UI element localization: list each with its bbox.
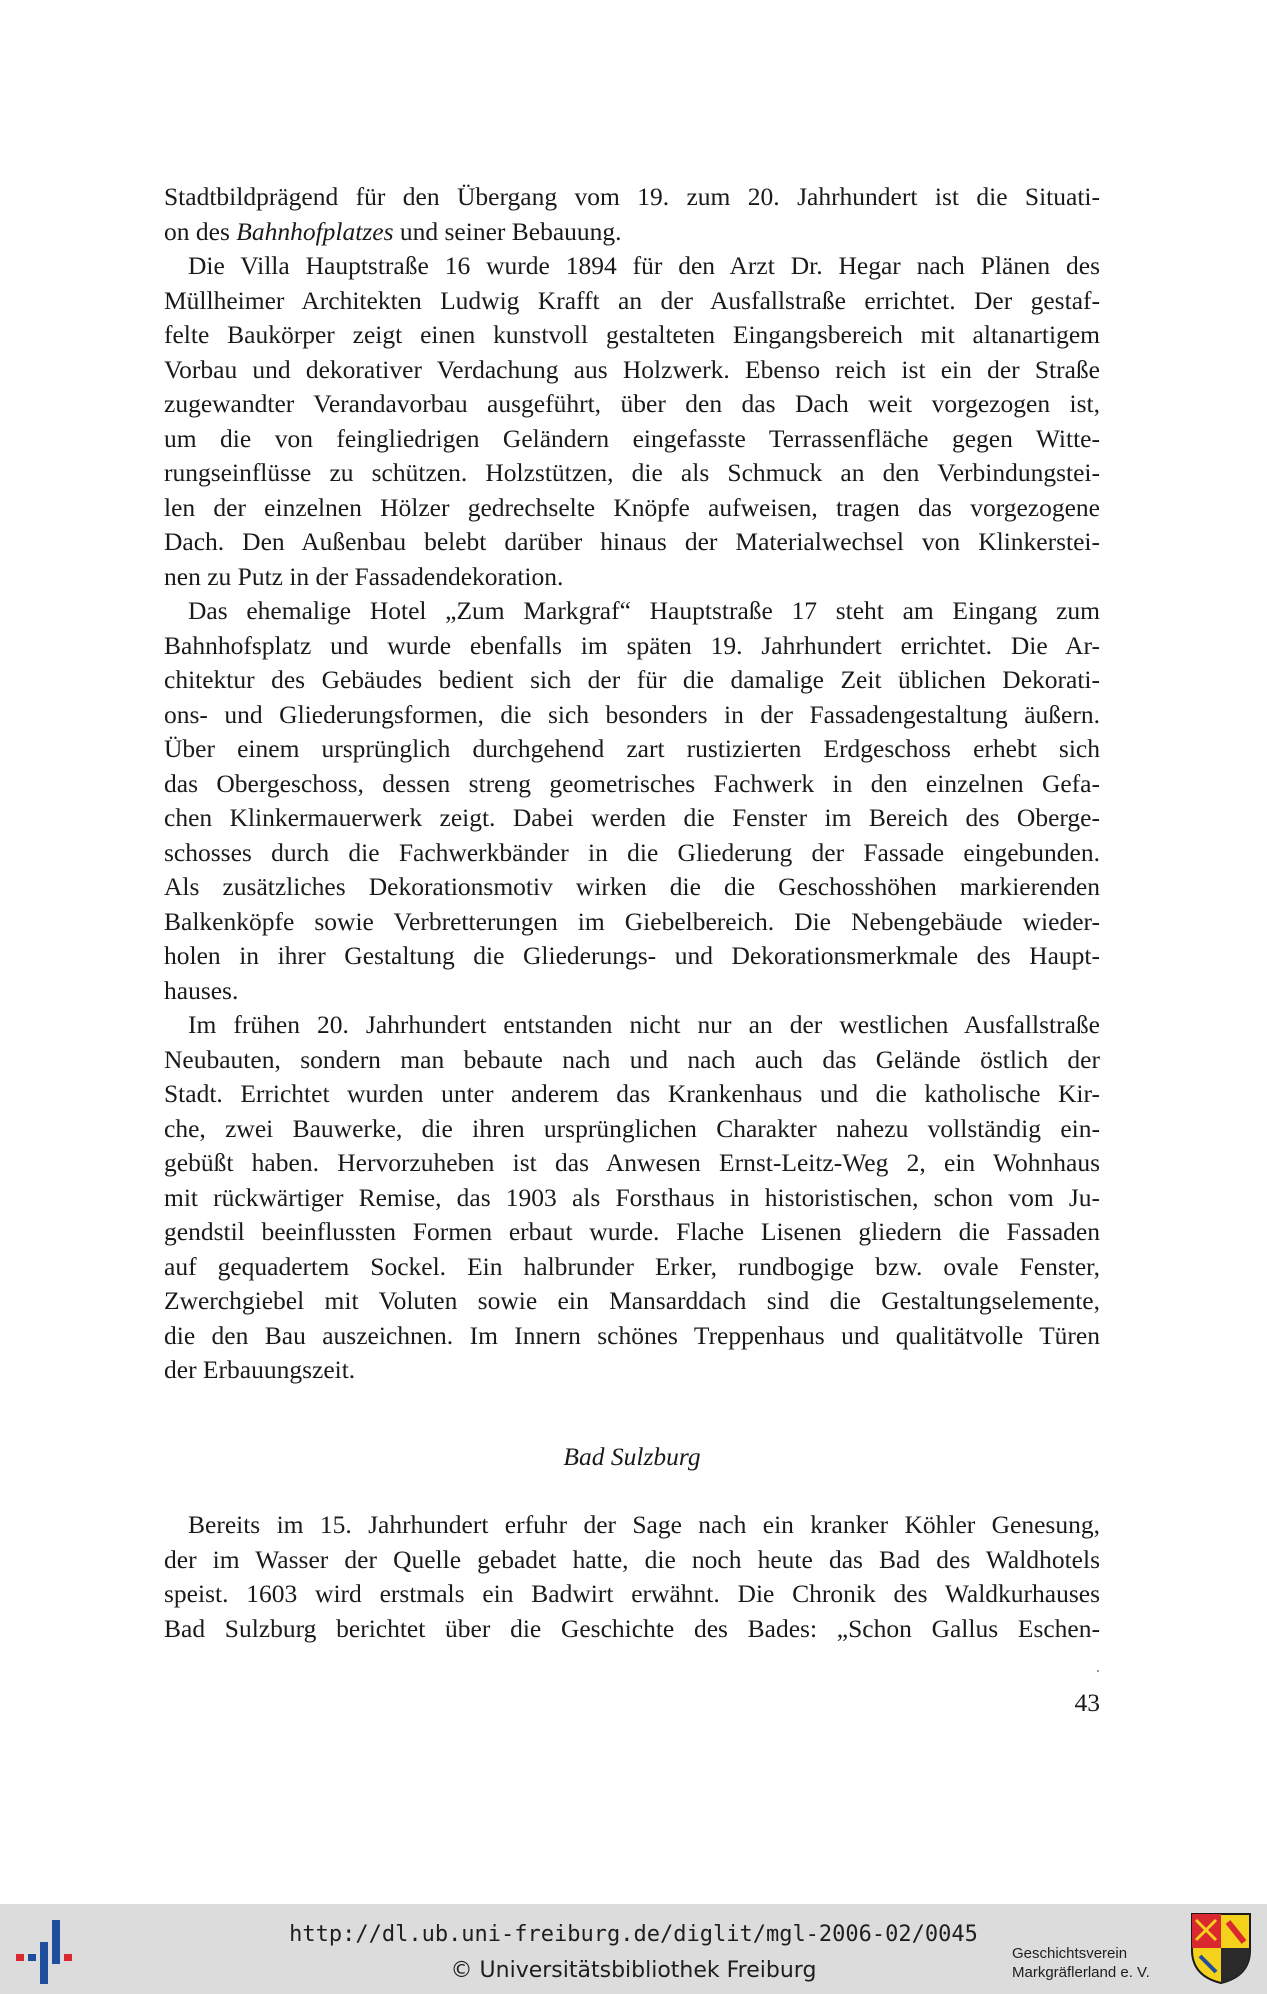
text-line: Die Villa Hauptstraße 16 wurde 1894 für den Arzt Dr. Hegar nach Plänen des bbox=[188, 251, 1100, 280]
text-line: die den Bau auszeichnen. Im Innern schönes Treppenhaus und qualitätvolle Türen bbox=[164, 1320, 1100, 1350]
text-line: ons- und Gliederungsformen, die sich besonders in der Fassadengestaltung äußern. bbox=[164, 699, 1100, 729]
text-line: chen Klinkermauerwerk zeigt. Dabei werden die Fenster im Bereich des Oberge- bbox=[164, 803, 1100, 832]
text-line: Zwerchgiebel mit Voluten sowie ein Mansarddach sind die Gestaltungselemente, bbox=[164, 1286, 1100, 1315]
scan-dot bbox=[1097, 1670, 1099, 1672]
text-line: Bahnhofsplatz und wurde ebenfalls im späten 19. Jahrhundert errichtet. Die Ar- bbox=[164, 630, 1100, 660]
text-line: rungseinflüsse zu schützen. Holzstützen, die als Schmuck an den Verbindungstei- bbox=[164, 458, 1100, 487]
text-line: Bereits im 15. Jahrhundert erfuhr der Sage nach ein kranker Köhler Genesung, bbox=[188, 1510, 1100, 1539]
text-line: das Obergeschoss, dessen streng geometrisches Fachwerk in den einzelnen Gefa- bbox=[164, 768, 1100, 798]
text-line: Balkenköpfe sowie Verbretterungen im Giebelbereich. Die Nebengebäude wieder- bbox=[164, 906, 1100, 936]
heading-bad-sulzburg: Bad Sulzburg bbox=[563, 1442, 701, 1471]
text-line: speist. 1603 wird erstmals ein Badwirt erwähnt. Die Chronik des Waldkurhauses bbox=[164, 1579, 1100, 1608]
text-line: hauses. bbox=[164, 975, 239, 1005]
text-line: der im Wasser der Quelle gebadet hatte, die noch heute das Bad des Waldhotels bbox=[164, 1544, 1100, 1574]
text-line: schosses durch die Fachwerkbänder in die Gliederung der Fassade eingebunden. bbox=[164, 837, 1100, 867]
text-line: Vorbau und dekorativer Verdachung aus Holzwerk. Ebenso reich ist ein der Straße bbox=[164, 354, 1100, 384]
society-name bbox=[1012, 1944, 1182, 1982]
text-line: gendstil beeinflussten Formen erbaut wurde. Flache Lisenen gliedern die Fassaden bbox=[164, 1217, 1100, 1246]
section-heading bbox=[164, 1440, 1100, 1475]
text-line: Im frühen 20. Jahrhundert entstanden nicht nur an der westlichen Ausfallstraße bbox=[188, 1010, 1100, 1039]
body-text-upper bbox=[164, 180, 1100, 1388]
text-line: chitektur des Gebäudes bedient sich der für die damalige Zeit üblichen Dekorati- bbox=[164, 665, 1100, 694]
text-line: zugewandter Verandavorbau ausgeführt, über den das Dach weit vorgezogen ist, bbox=[164, 389, 1100, 418]
text-line: mit rückwärtiger Remise, das 1903 als Forsthaus in historistischen, schon vom Ju- bbox=[164, 1182, 1100, 1212]
footer-copyright: © Universitätsbibliothek Freiburg bbox=[450, 1958, 817, 1983]
society-line-2: Markgräflerland e. V. bbox=[1012, 1964, 1150, 1981]
text-line: um die von feingliedrigen Geländern eingefasste Terrassenfläche gegen Witte- bbox=[164, 423, 1100, 453]
text-line: Dach. Den Außenbau belebt darüber hinaus der Materialwechsel von Klinkerstei- bbox=[164, 527, 1100, 556]
text-line: Müllheimer Architekten Ludwig Krafft an der Ausfallstraße errichtet. Der gestaf- bbox=[164, 285, 1100, 315]
text-line: Über einem ursprünglich durchgehend zart rustizierten Erdgeschoss erhebt sich bbox=[164, 734, 1100, 763]
text-line: len der einzelnen Hölzer gedrechselte Knöpfe aufweisen, tragen das vorgezogene bbox=[164, 492, 1100, 522]
text-line: che, zwei Bauwerke, die ihren ursprünglichen Charakter nahezu vollständig ein- bbox=[164, 1113, 1100, 1143]
text-fragment: und seiner Bebauung. bbox=[393, 216, 622, 246]
society-line-1: Geschichtsverein bbox=[1012, 1945, 1128, 1962]
page-number: 43 bbox=[1074, 1688, 1100, 1717]
text-line: Stadtbildprägend für den Übergang vom 19. zum 20. Jahrhundert ist die Situati- bbox=[164, 182, 1100, 211]
text-line bbox=[164, 215, 1100, 250]
coat-of-arms-icon bbox=[1188, 1910, 1254, 1986]
text-line: Bad Sulzburg berichtet über die Geschichte des Bades: „Schon Gallus Eschen- bbox=[164, 1613, 1100, 1643]
text-fragment: on des bbox=[164, 216, 237, 246]
text-line: der Erbauungszeit. bbox=[164, 1355, 356, 1384]
text-line: Stadt. Errichtet wurden unter anderem das Krankenhaus und die katholische Kir- bbox=[164, 1079, 1100, 1108]
text-line: Das ehemalige Hotel „Zum Markgraf“ Hauptstraße 17 steht am Eingang zum bbox=[188, 596, 1100, 625]
text-line: auf gequadertem Sockel. Ein halbrunder Erker, rundbogige bzw. ovale Fenster, bbox=[164, 1251, 1100, 1281]
text-line: holen in ihrer Gestaltung die Gliederungs- und Dekorationsmerkmale des Haupt- bbox=[164, 941, 1100, 970]
text-line: Neubauten, sondern man bebaute nach und nach auch das Gelände östlich der bbox=[164, 1044, 1100, 1074]
text-line: gebüßt haben. Hervorzuheben ist das Anwesen Ernst-Leitz-Weg 2, ein Wohnhaus bbox=[164, 1148, 1100, 1177]
footer-url-link[interactable]: http://dl.ub.uni-freiburg.de/diglit/mgl-2006-02/0045 bbox=[289, 1922, 978, 1947]
text-line: Als zusätzliches Dekorationsmotiv wirken die die Geschosshöhen markierenden bbox=[164, 872, 1100, 901]
emphasis-bahnhofplatzes: Bahnhofplatzes bbox=[236, 216, 394, 246]
text-line: nen zu Putz in der Fassadendekoration. bbox=[164, 561, 564, 591]
body-text-lower bbox=[164, 1508, 1100, 1646]
text-line: felte Baukörper zeigt einen kunstvoll gestalteten Eingangsbereich mit altanartigem bbox=[164, 320, 1100, 349]
